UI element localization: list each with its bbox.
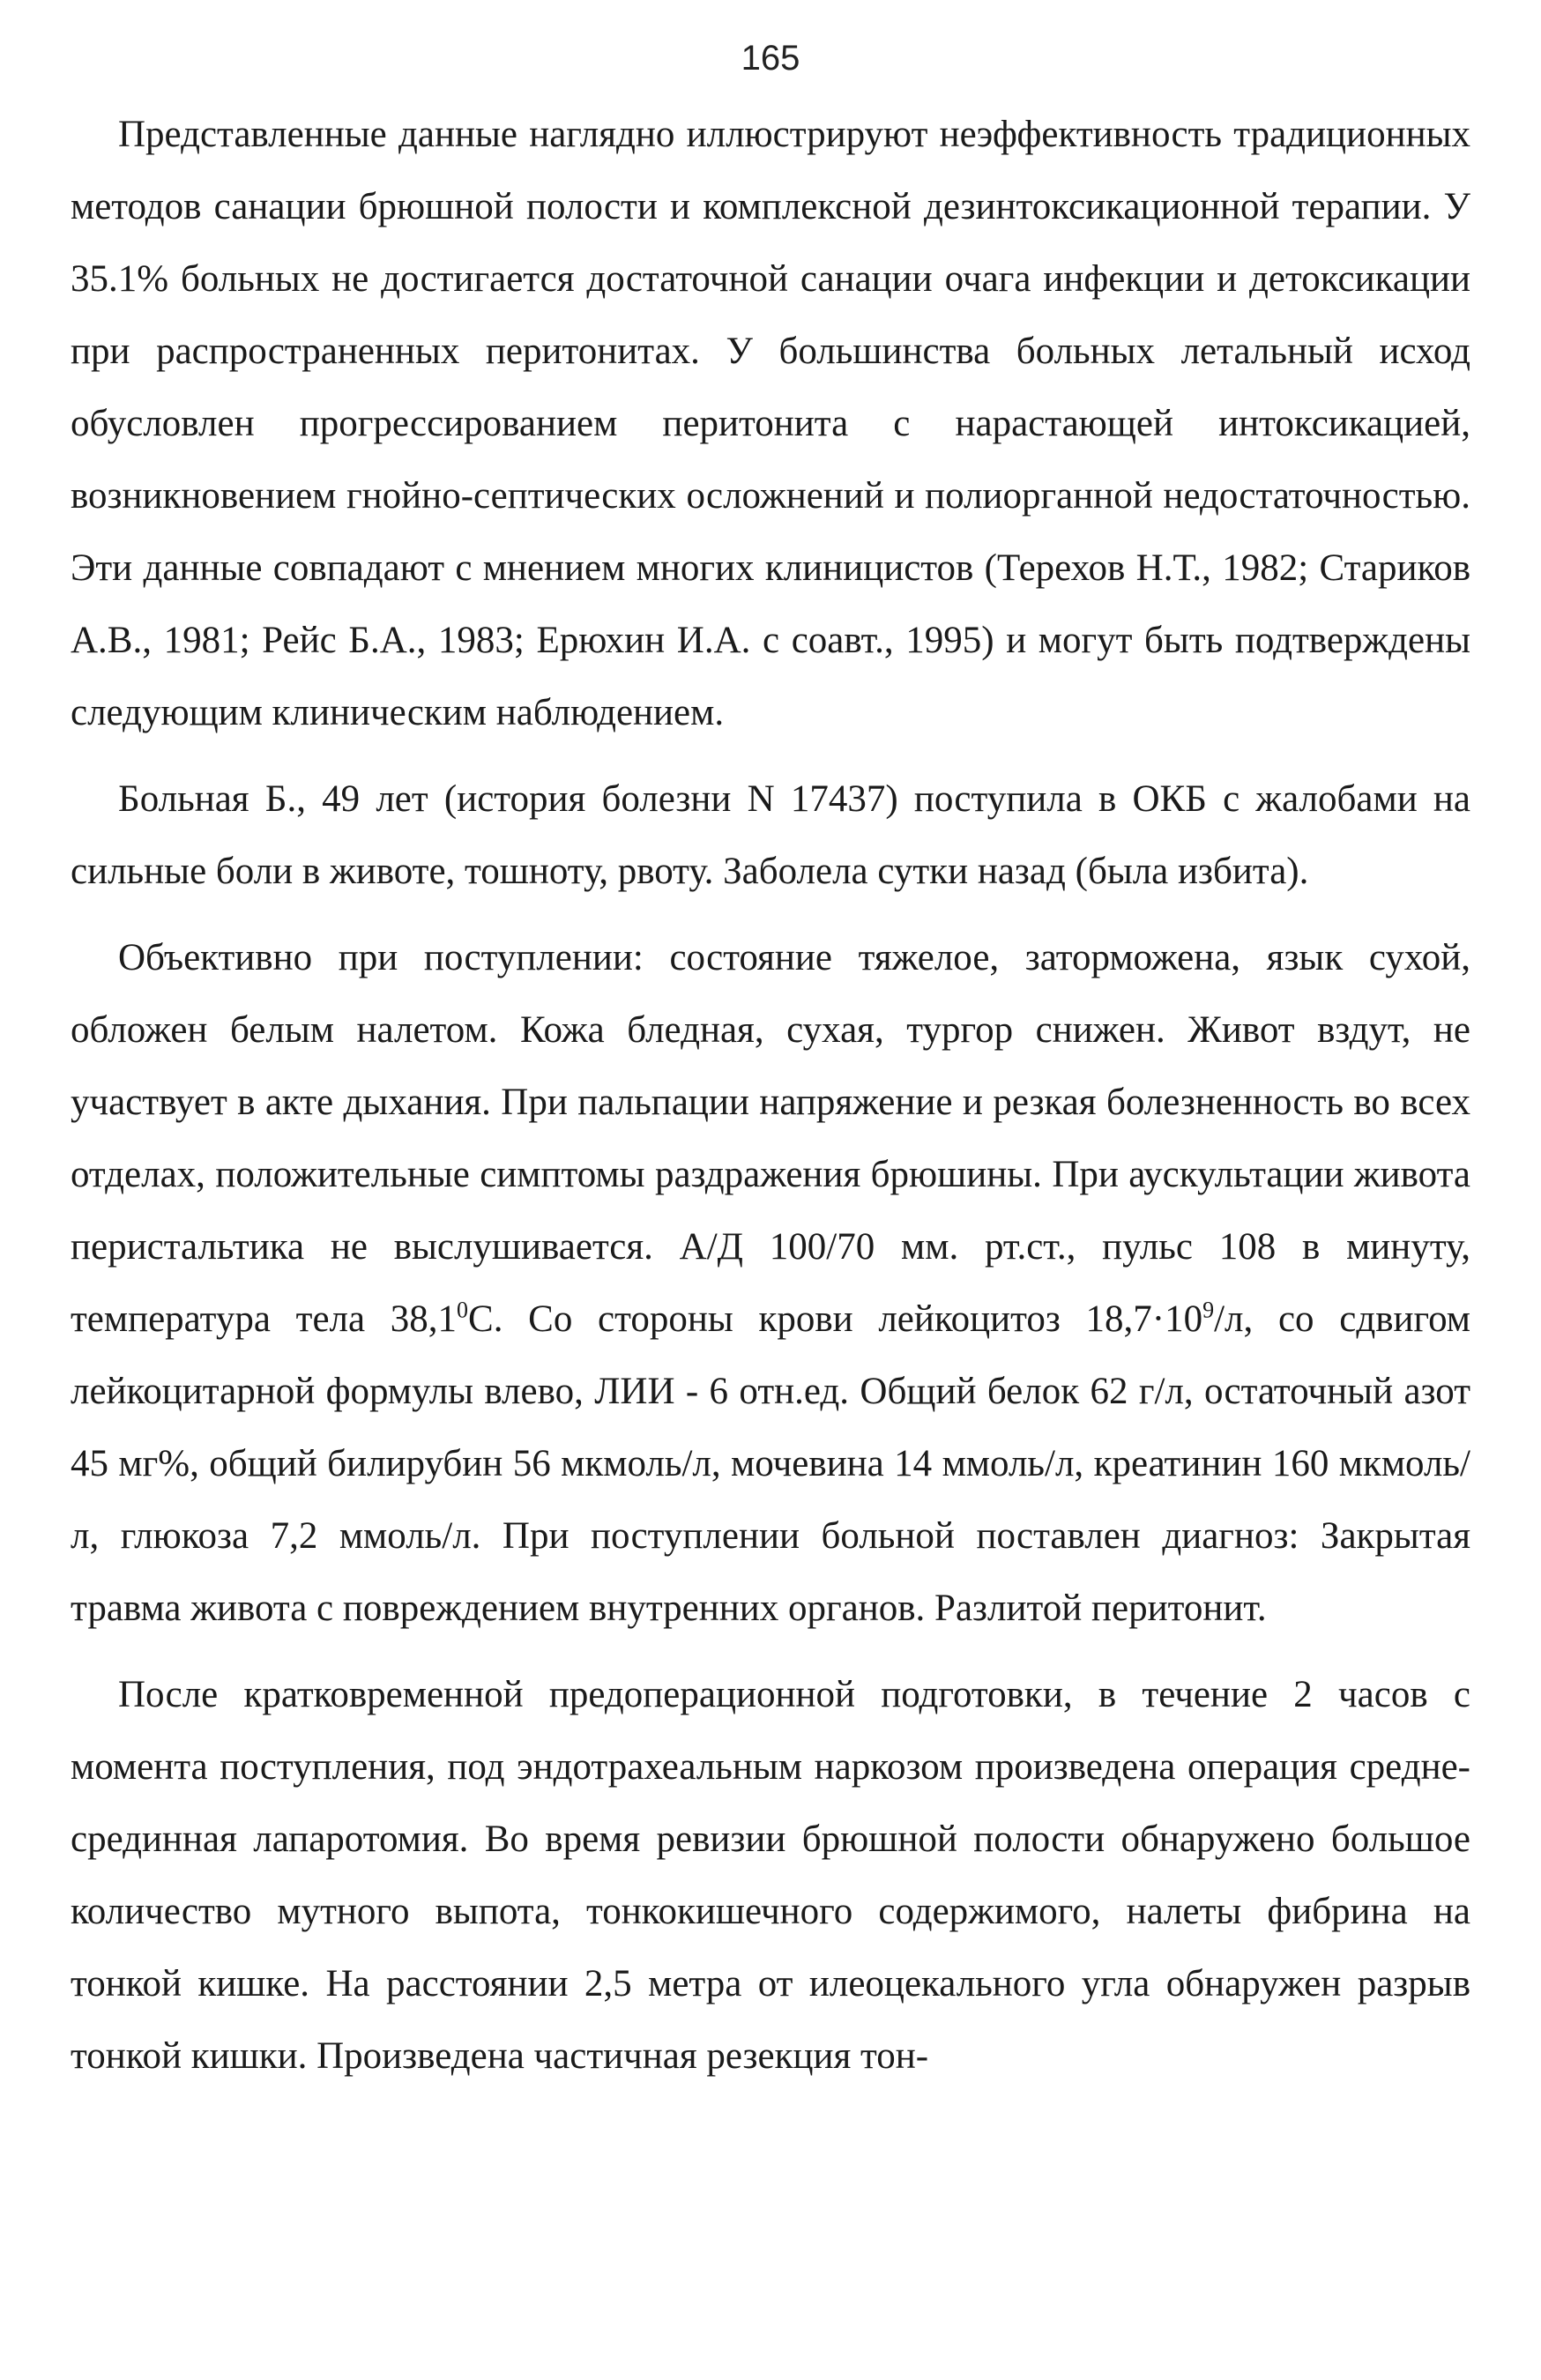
exam-text-part-3: /л, со сдвигом лейкоцитарной формулы влево, ЛИИ - 6 отн.ед. Общий белок 62 г/л, остаточный азот 45 мг%, общий билирубин 56 мкмоль/л, мочевина 14 ммоль/л, креатинин 160 мкмоль/л, глюкоза 7,2 ммоль/л. При поступлении больной поставлен диагноз: Закрытая травма живота с повреждением внутренних органов. Разлитой перитонит. (71, 1298, 1470, 1629)
paragraph-case-intro: Больная Б., 49 лет (история болезни N 17437) поступила в ОКБ с жалобами на сильные боли в животе, тошноту, рвоту. Заболела сутки назад (была избита). (71, 778, 1470, 892)
temperature-degree-superscript: 0 (457, 1297, 469, 1323)
page-number: 165 (741, 39, 800, 78)
exam-text-part-1: Объективно при поступлении: состояние тяжелое, заторможена, язык сухой, обложен белым налетом. Кожа бледная, сухая, тургор снижен. Живот вздут, не участвует в акте дыхания. При пальпации напряжение и резкая болезненность во всех отделах, положительные симптомы раздражения брюшины. При аускультации живота перистальтика не выслушивается. А/Д 100/70 мм. рт.ст., пульс 108 в минуту, температура тела 38,1 (71, 937, 1470, 1340)
leukocyte-exponent-superscript: 9 (1202, 1297, 1215, 1323)
paragraph-discussion: Представленные данные наглядно иллюстрируют неэффективность традиционных методов санации брюшной полости и комплексной дезинтоксикационной терапии. У 35.1% больных не достигается достаточной санации очага инфекции и детоксикации при распространенных перитонитах. У большинства больных летальный исход обусловлен прогрессированием перитонита с нарастающей интоксикацией, возникновением гнойно-септических осложнений и полиорганной недостаточностью. Эти данные совпадают с мнением многих клиницистов (Терехов Н.Т., 1982; Стариков А.В., 1981; Рейс Б.А., 1983; Ерюхин И.А. с соавт., 1995) и могут быть подтверждены следующим клиническим наблюдением. (71, 114, 1470, 733)
exam-text-part-2: С. Со стороны крови лейкоцитоз 18,7·10 (468, 1298, 1203, 1340)
body-text (71, 99, 1470, 2093)
paragraph-objective-exam (71, 922, 1470, 1645)
paragraph-operation: После кратковременной предоперационной подготовки, в течение 2 часов с момента поступления, под эндотрахеальным наркозом произведена операция средне-срединная лапаротомия. Во время ревизии брюшной полости обнаружено большое количество мутного выпота, тонкокишечного содержимого, налеты фибрина на тонкой кишке. На расстоянии 2,5 метра от илеоцекального угла обнаружен разрыв тонкой кишки. Произведена частичная резекция тон- (71, 1674, 1470, 2077)
